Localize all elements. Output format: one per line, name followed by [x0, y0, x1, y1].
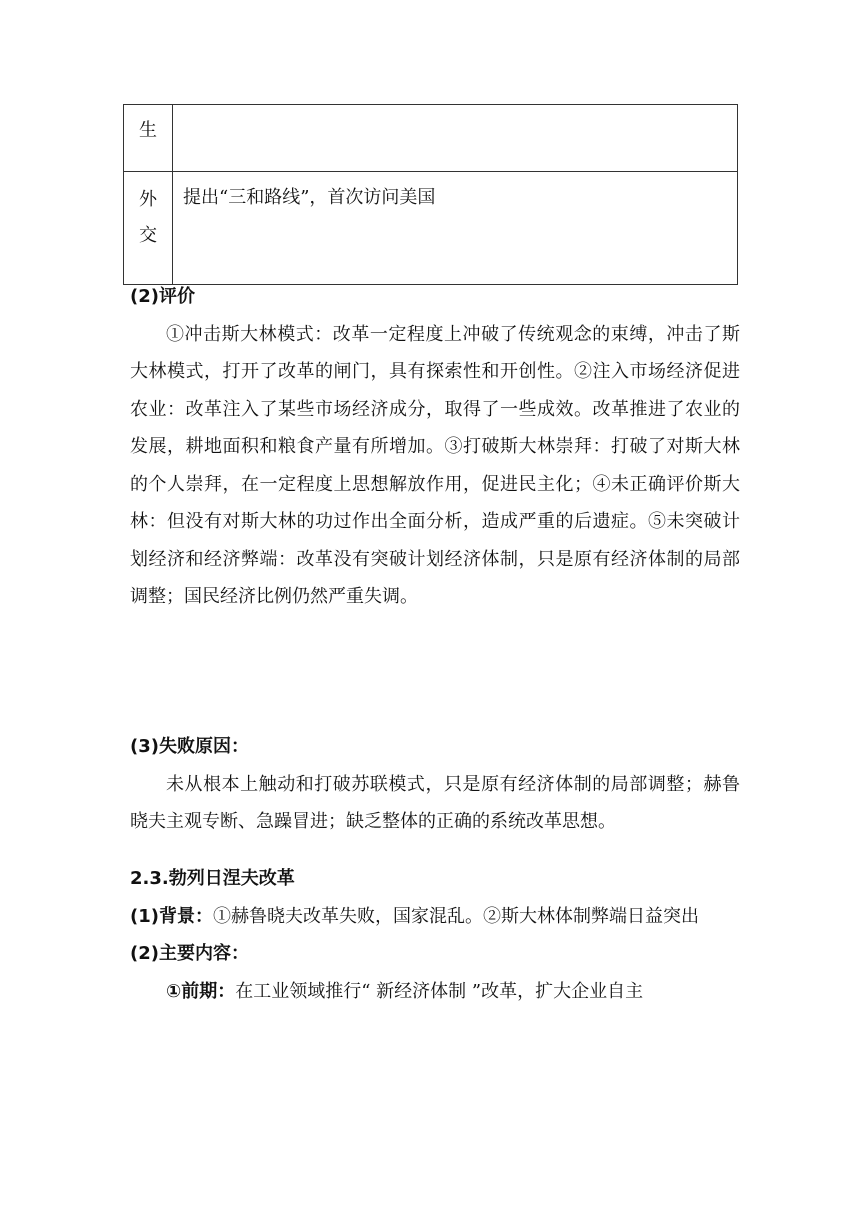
failure-paragraph: 未从根本上触动和打破苏联模式，只是原有经济体制的局部调整；赫鲁晓夫主观专断、急躁冒进；缺乏整体的正确的系统改革思想。 — [130, 773, 740, 832]
row-label-cell — [124, 105, 173, 172]
background-line — [130, 898, 740, 936]
row-label-char: 交 — [139, 225, 157, 246]
early-period-line — [130, 973, 740, 1011]
row-content-cell: 提出“三和路线”，首次访问美国 — [173, 172, 738, 285]
table-row — [124, 172, 738, 285]
section-heading: (3)失败原因： — [130, 736, 249, 757]
row-label-cell — [124, 172, 173, 285]
content-heading: (2)主要内容： — [130, 943, 249, 964]
brezhnev-section — [130, 860, 740, 1010]
evaluation-paragraph: ①冲击斯大林模式：改革一定程度上冲破了传统观念的束缚，冲击了斯大林模式，打开了改革的闸门，具有探索性和开创性。②注入市场经济促进农业：改革注入了某些市场经济成分，取得了一些成效。改革推进了农业的发展，耕地面积和粮食产量有所增加。③打破斯大林崇拜：打破了对斯大林的个人崇拜，在一定程度上思想解放作用，促进民主化；④未正确评价斯大林：但没有对斯大林的功过作出全面分析，造成严重的后遗症。⑤未突破计划经济和经济弊端：改革没有突破计划经济体制，只是原有经济体制的局部调整；国民经济比例仍然严重失调。 — [130, 323, 740, 607]
evaluation-section — [130, 278, 740, 616]
reform-table — [123, 104, 738, 285]
failure-section — [130, 728, 740, 841]
background-label: (1)背景： — [130, 905, 213, 927]
early-label: ①前期： — [166, 980, 236, 1002]
background-text: ①赫鲁晓夫改革失败，国家混乱。②斯大林体制弊端日益突出 — [212, 905, 699, 927]
row-label-char: 外 — [139, 189, 157, 210]
section-heading: (2)评价 — [130, 286, 195, 307]
table-row — [124, 105, 738, 172]
early-text: 在工业领域推行“ 新经济体制 ”改革，扩大企业自主 — [235, 980, 644, 1002]
row-label-char: 生 — [139, 120, 157, 141]
section-heading: 2.3.勃列日涅夫改革 — [130, 868, 295, 889]
row-content-cell — [173, 105, 738, 172]
